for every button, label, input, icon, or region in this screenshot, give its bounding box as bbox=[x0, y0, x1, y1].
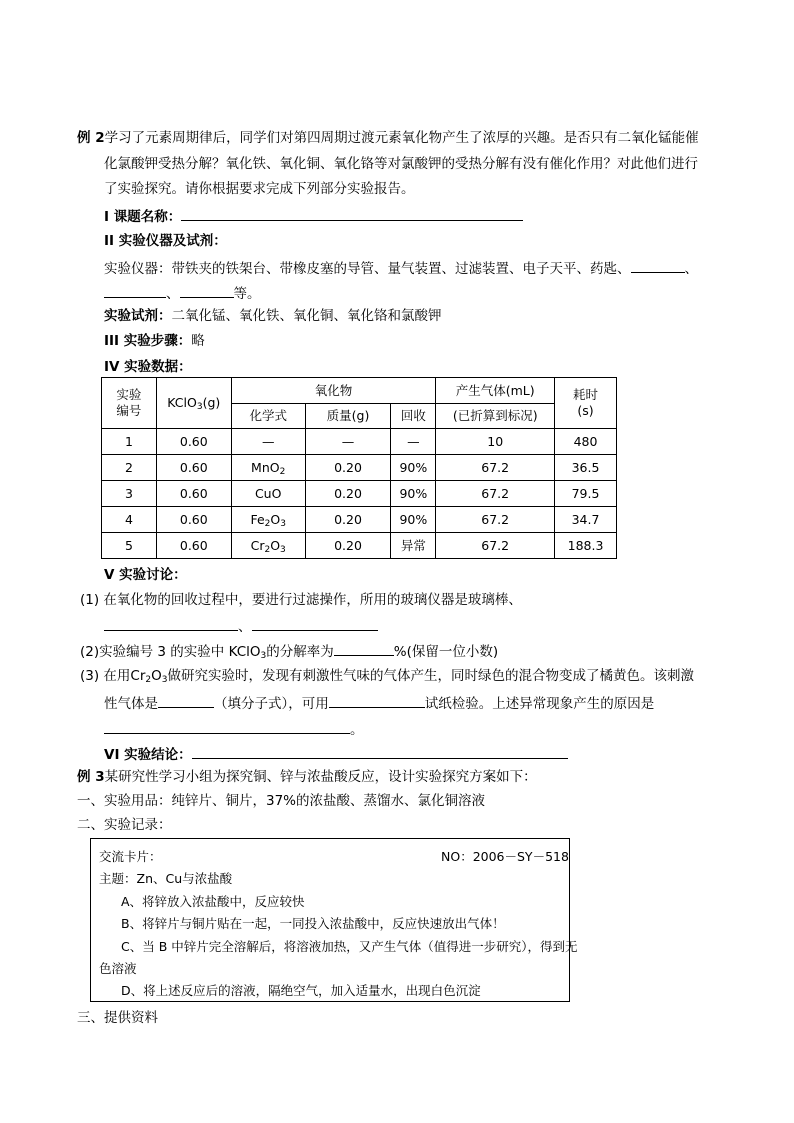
separator: 、 bbox=[238, 619, 252, 635]
table-row: 4 0.60 $Fe_2O_3$ 0.20 90% 67.2 34.7 bbox=[102, 507, 617, 533]
topic-name-blank[interactable] bbox=[181, 206, 523, 221]
instrument-blank-3[interactable] bbox=[180, 283, 234, 298]
header-gas-2: (已折算到标况) bbox=[436, 404, 555, 429]
card-step-c-2: 色溶液 bbox=[99, 961, 137, 976]
section-6-title bbox=[104, 744, 568, 764]
card-step-b: B、将锌片与铜片贴在一起，一同投入浓盐酸中，反应快速放出气体！ bbox=[121, 916, 505, 931]
header-gas-1: 产生气体(mL) bbox=[436, 378, 555, 404]
section-3-title bbox=[104, 332, 205, 350]
test-paper-blank[interactable] bbox=[329, 693, 425, 708]
example-2-intro-3: 了实验探究。请你根据要求完成下列部分实验报告。 bbox=[104, 181, 415, 197]
card-step-c-1: C、当 B 中锌片完全溶解后，将溶液加热，又产生气体（值得进一步研究），得到无 bbox=[121, 939, 578, 954]
question-3-number: (3) bbox=[80, 668, 100, 684]
section-3-label: III 实验步骤： bbox=[104, 333, 192, 349]
question-1-blanks bbox=[104, 616, 378, 636]
card-number: NO：2006－SY－518 bbox=[441, 849, 569, 864]
header-kclo3: KClO$_3$(g) bbox=[156, 378, 231, 429]
example-2-label: 例 2 bbox=[77, 130, 105, 146]
conclusion-blank[interactable] bbox=[192, 744, 568, 759]
section-1-title bbox=[104, 206, 523, 226]
example-2-intro-1: 学习了元素周期律后，同学们对第四周期过渡元素氧化物产生了浓厚的兴趣。是否只有二氧化锰能催 bbox=[104, 130, 699, 146]
question-3: (3) 在用$Cr_2O_3$做研究实验时，发现有刺激性气味的气体产生，同时绿色的混合物变成了橘黄色。该刺激 bbox=[80, 668, 695, 685]
materials-line: 三、提供资料 bbox=[77, 1010, 158, 1026]
question-1-number: (1) bbox=[80, 592, 100, 608]
instrument-blank-1[interactable] bbox=[631, 258, 685, 273]
instruments-line bbox=[104, 258, 698, 278]
section-6-label: VI 实验结论： bbox=[104, 747, 192, 763]
table-row: 5 0.60 $Cr_2O_3$ 0.20 异常 67.2 188.3 bbox=[102, 533, 617, 559]
reagents-text: 二氧化锰、氧化铁、氧化铜、氧化铬和氯酸钾 bbox=[171, 308, 442, 324]
instruments-line-2 bbox=[104, 283, 261, 303]
header-oxide: 氧化物 bbox=[231, 378, 436, 404]
gas-formula-blank[interactable] bbox=[158, 693, 214, 708]
section-1-label: I 课题名称： bbox=[104, 209, 182, 225]
glass-blank-1[interactable] bbox=[104, 616, 238, 631]
reason-blank[interactable] bbox=[104, 719, 350, 734]
question-3-line-3: 。 bbox=[104, 719, 364, 739]
header-mass: 质量(g) bbox=[305, 404, 391, 429]
supplies-line: 一、实验用品：纯锌片、铜片，37%的浓盐酸、蒸馏水、氯化铜溶液 bbox=[77, 793, 486, 809]
reagents-label: 实验试剂： bbox=[104, 308, 172, 324]
card-step-a: A、将锌放入浓盐酸中，反应较快 bbox=[121, 894, 305, 909]
table-header-row bbox=[102, 378, 617, 404]
header-formula: 化学式 bbox=[231, 404, 305, 429]
experiment-data-table bbox=[101, 377, 617, 559]
example-2-line-1 bbox=[77, 129, 699, 147]
instruments-text: 实验仪器：带铁夹的铁架台、带橡皮塞的导管、量气装置、过滤装置、电子天平、药匙、 bbox=[104, 261, 631, 277]
table-row: 3 0.60 CuO 0.20 90% 67.2 79.5 bbox=[102, 481, 617, 507]
table-row: 1 0.60 — — — 10 480 bbox=[102, 429, 617, 455]
card-title: 交流卡片： bbox=[99, 849, 162, 864]
header-experiment-no: 实验 编号 bbox=[102, 378, 157, 429]
card-step-d: D、将上述反应后的溶液，隔绝空气，加入适量水，出现白色沉淀 bbox=[121, 983, 481, 998]
question-1 bbox=[80, 591, 522, 609]
question-1-text: 在氧化物的回收过程中，要进行过滤操作，所用的玻璃仪器是玻璃棒、 bbox=[103, 592, 522, 608]
example-2-intro-2: 化氯酸钾受热分解？氧化铁、氧化铜、氧化铬等对氯酸钾的受热分解有没有催化作用？对此他们进行 bbox=[104, 156, 698, 172]
table-row: 2 0.60 MnO$_2$ 0.20 90% 67.2 36.5 bbox=[102, 455, 617, 481]
header-time: 耗时 (s) bbox=[555, 378, 617, 429]
section-3-value: 略 bbox=[191, 333, 205, 349]
etc-text: 等。 bbox=[233, 286, 261, 302]
reagents-line bbox=[104, 307, 442, 325]
question-2-text-c: %(保留一位小数) bbox=[393, 644, 499, 660]
example-3-intro: 某研究性学习小组为探究铜、锌与浓盐酸反应，设计实验探究方案如下： bbox=[104, 769, 537, 785]
section-5-title: V 实验讨论： bbox=[104, 567, 187, 583]
example-3-line-1 bbox=[77, 768, 537, 786]
decomposition-rate-blank[interactable] bbox=[334, 641, 394, 656]
record-line: 二、实验记录： bbox=[77, 817, 172, 833]
question-3-text: 做研究实验时，发现有刺激性气味的气体产生，同时绿色的混合物变成了橘黄色。该刺激 bbox=[167, 668, 695, 684]
question-2-text-a: (2)实验编号 3 的实验中 KClO bbox=[80, 644, 261, 660]
card-topic: 主题：Zn、Cu与浓盐酸 bbox=[99, 871, 233, 886]
question-2-text-b: 的分解率为 bbox=[266, 644, 334, 660]
separator: 、 bbox=[166, 286, 180, 302]
glass-blank-2[interactable] bbox=[252, 616, 378, 631]
question-2: (2)实验编号 3 的实验中 KClO$_3$的分解率为 %(保留一位小数) bbox=[80, 641, 498, 661]
example-3-label: 例 3 bbox=[77, 769, 105, 785]
exchange-card bbox=[90, 838, 578, 1002]
section-4-title: IV 实验数据： bbox=[104, 359, 192, 375]
instrument-blank-2[interactable] bbox=[104, 283, 166, 298]
section-2-title: II 实验仪器及试剂： bbox=[104, 233, 227, 249]
separator: 、 bbox=[684, 261, 698, 277]
question-3-line-2: 性气体是 （填分子式），可用 试纸检验。上述异常现象产生的原因是 bbox=[104, 693, 654, 713]
header-recovery: 回收 bbox=[391, 404, 436, 429]
